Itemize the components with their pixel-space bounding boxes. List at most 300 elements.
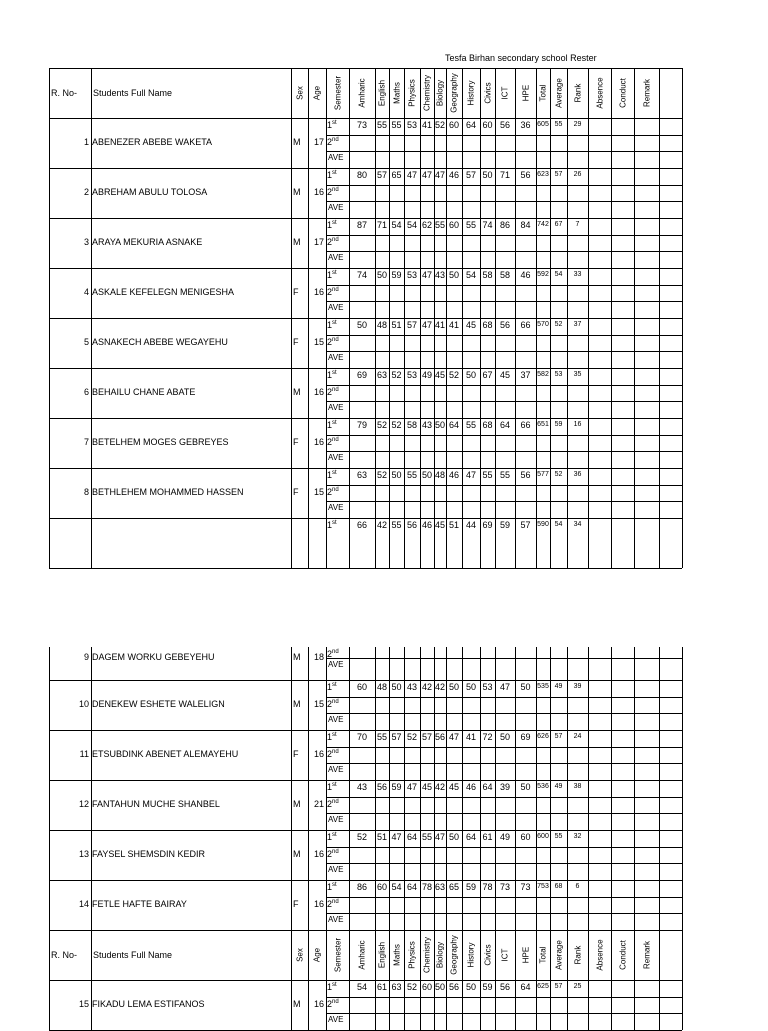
- student-sex: M: [293, 849, 301, 859]
- cell-border: [495, 68, 496, 118]
- cell-border: [550, 418, 551, 468]
- cell-border: [462, 880, 463, 930]
- student-sex: M: [293, 137, 301, 147]
- cell-border: [404, 368, 405, 418]
- mark-cell: 50: [465, 370, 476, 380]
- cell-border: [480, 980, 481, 1030]
- header-subject-hpe: HPE: [521, 946, 530, 964]
- cell-border: [420, 930, 421, 980]
- mark-cell: 53: [482, 682, 493, 692]
- mark-cell: 64: [520, 982, 531, 992]
- cell-border: [349, 268, 350, 318]
- row-border: [326, 763, 682, 764]
- cell-border: [588, 368, 589, 418]
- cell-border: [349, 218, 350, 268]
- cell-border: [420, 830, 421, 880]
- mark-cell: 55: [465, 420, 476, 430]
- student-number: 15: [78, 999, 89, 1009]
- header-subject-ict: ICT: [500, 86, 510, 100]
- cell-border: [49, 880, 50, 930]
- semester-second: 2nd: [327, 136, 339, 147]
- student-sex: F: [293, 899, 299, 909]
- cell-border: [434, 647, 435, 680]
- cell-border: [420, 680, 421, 730]
- cell-border: [495, 730, 496, 780]
- cell-border: [326, 980, 327, 1030]
- cell-border: [659, 118, 660, 168]
- cell-border: [480, 468, 481, 518]
- cell-border: [567, 780, 568, 830]
- mark-cell: 45: [448, 782, 459, 792]
- cell-border: [349, 680, 350, 730]
- mark-cell: 50: [448, 832, 459, 842]
- student-row: [49, 680, 682, 730]
- semester-second: 2nd: [327, 649, 339, 659]
- cell-border: [434, 468, 435, 518]
- cell-border: [446, 780, 447, 830]
- mark-cell: 52: [448, 370, 459, 380]
- cell-border: [375, 980, 376, 1030]
- cell-border: [536, 730, 537, 780]
- cell-border: [375, 418, 376, 468]
- semester-first: 1st: [327, 370, 337, 380]
- total-cell: 753: [537, 883, 549, 890]
- cell-border: [308, 647, 309, 680]
- student-row: [49, 647, 682, 680]
- cell-border: [550, 318, 551, 368]
- cell-border: [291, 780, 292, 830]
- total-cell: 592: [537, 271, 549, 278]
- cell-border: [611, 168, 612, 218]
- semester-average: AVE: [328, 303, 344, 313]
- mark-cell: 70: [356, 732, 367, 742]
- cell-border: [462, 730, 463, 780]
- cell-border: [659, 880, 660, 930]
- cell-border: [291, 68, 292, 118]
- cell-border: [404, 518, 405, 568]
- cell-border: [389, 518, 390, 568]
- cell-border: [588, 418, 589, 468]
- mark-cell: 80: [356, 170, 367, 180]
- cell-border: [659, 368, 660, 418]
- average-cell: 52: [554, 471, 563, 478]
- mark-cell: 69: [356, 370, 367, 380]
- cell-border: [567, 368, 568, 418]
- cell-border: [326, 730, 327, 780]
- header-sex: Sex: [295, 86, 304, 100]
- semester-first: 1st: [327, 120, 337, 130]
- header-subject-ict: ICT: [500, 948, 510, 962]
- cell-border: [588, 518, 589, 568]
- header-subject-physics: Physics: [407, 79, 417, 107]
- semester-average: AVE: [328, 403, 344, 413]
- student-number: 6: [83, 387, 89, 397]
- cell-border: [634, 418, 635, 468]
- cell-border: [567, 468, 568, 518]
- average-cell: 57: [554, 733, 563, 740]
- mark-cell: 47: [391, 832, 402, 842]
- semester-second: 2nd: [327, 848, 339, 859]
- student-row: [49, 268, 682, 318]
- mark-cell: 43: [421, 420, 432, 430]
- cell-border: [446, 518, 447, 568]
- average-cell: 68: [554, 883, 563, 890]
- student-age: 18: [313, 652, 324, 662]
- mark-cell: 51: [448, 520, 459, 530]
- student-sex: M: [293, 387, 301, 397]
- cell-border: [515, 468, 516, 518]
- mark-cell: 56: [499, 320, 510, 330]
- table-header: [49, 68, 682, 118]
- mark-cell: 74: [482, 220, 493, 230]
- cell-border: [291, 268, 292, 318]
- student-name: FETLE HAFTE BAIRAY: [92, 899, 187, 909]
- mark-cell: 47: [465, 470, 476, 480]
- mark-cell: 64: [482, 782, 493, 792]
- cell-border: [611, 880, 612, 930]
- semester-first: 1st: [327, 270, 337, 280]
- mark-cell: 50: [434, 420, 445, 430]
- cell-border: [349, 418, 350, 468]
- cell-border: [611, 730, 612, 780]
- average-cell: 53: [554, 371, 563, 378]
- header-total: Total: [538, 946, 548, 964]
- cell-border: [682, 118, 683, 168]
- cell-border: [389, 980, 390, 1030]
- cell-border: [536, 318, 537, 368]
- header-subject-civics: Civics: [483, 944, 492, 966]
- mark-cell: 64: [406, 832, 417, 842]
- cell-border: [550, 880, 551, 930]
- cell-border: [682, 830, 683, 880]
- student-number: 11: [79, 749, 89, 759]
- cell-border: [462, 318, 463, 368]
- cell-border: [536, 880, 537, 930]
- cell-border: [375, 268, 376, 318]
- cell-border: [550, 518, 551, 568]
- cell-border: [291, 980, 292, 1030]
- header-name: Students Full Name: [93, 88, 173, 98]
- mark-cell: 39: [499, 782, 510, 792]
- cell-border: [420, 168, 421, 218]
- cell-border: [634, 118, 635, 168]
- semester-average: AVE: [328, 865, 344, 875]
- cell-border: [91, 368, 92, 418]
- cell-border: [659, 980, 660, 1030]
- mark-cell: 45: [434, 370, 445, 380]
- semester-average: AVE: [328, 660, 344, 669]
- mark-cell: 79: [356, 420, 367, 430]
- student-row: [49, 880, 682, 930]
- cell-border: [588, 118, 589, 168]
- row-border: [326, 201, 682, 202]
- table-header: [49, 930, 682, 980]
- header-subject-english: English: [377, 941, 387, 969]
- mark-cell: 56: [448, 982, 459, 992]
- cell-border: [480, 318, 481, 368]
- cell-border: [404, 647, 405, 680]
- cell-border: [308, 830, 309, 880]
- row-border: [49, 930, 682, 931]
- cell-border: [567, 268, 568, 318]
- cell-border: [404, 980, 405, 1030]
- cell-border: [515, 68, 516, 118]
- mark-cell: 68: [482, 420, 493, 430]
- semester-first: 1st: [327, 320, 337, 330]
- cell-border: [349, 930, 350, 980]
- cell-border: [349, 468, 350, 518]
- mark-cell: 58: [406, 420, 417, 430]
- cell-border: [434, 218, 435, 268]
- cell-border: [480, 780, 481, 830]
- mark-cell: 59: [482, 982, 493, 992]
- mark-cell: 54: [356, 982, 367, 992]
- cell-border: [480, 880, 481, 930]
- student-sex: M: [293, 699, 301, 709]
- cell-border: [611, 680, 612, 730]
- semester-second: 2nd: [327, 236, 339, 247]
- cell-border: [91, 730, 92, 780]
- cell-border: [462, 218, 463, 268]
- mark-cell: 52: [434, 120, 445, 130]
- mark-cell: 69: [520, 732, 531, 742]
- mark-cell: 50: [520, 782, 531, 792]
- semester-second: 2nd: [327, 798, 339, 809]
- student-row: [49, 418, 682, 468]
- mark-cell: 73: [499, 882, 510, 892]
- cell-border: [588, 880, 589, 930]
- cell-border: [389, 880, 390, 930]
- row-border: [326, 501, 682, 502]
- mark-cell: 55: [406, 470, 417, 480]
- cell-border: [462, 680, 463, 730]
- rank-cell: 33: [573, 271, 582, 278]
- cell-border: [446, 418, 447, 468]
- total-cell: 605: [537, 121, 549, 128]
- mark-cell: 50: [376, 270, 387, 280]
- mark-cell: 74: [356, 270, 367, 280]
- cell-border: [588, 680, 589, 730]
- cell-border: [375, 68, 376, 118]
- mark-cell: 59: [391, 782, 402, 792]
- mark-cell: 47: [499, 682, 510, 692]
- cell-border: [91, 318, 92, 368]
- cell-border: [349, 780, 350, 830]
- row-border: [326, 658, 682, 659]
- cell-border: [515, 980, 516, 1030]
- cell-border: [567, 830, 568, 880]
- cell-border: [91, 647, 92, 680]
- cell-border: [634, 830, 635, 880]
- mark-cell: 51: [391, 320, 402, 330]
- header-subject-biology: Biology: [435, 79, 445, 107]
- cell-border: [611, 930, 612, 980]
- cell-border: [91, 880, 92, 930]
- cell-border: [434, 368, 435, 418]
- cell-border: [536, 268, 537, 318]
- cell-border: [308, 118, 309, 168]
- cell-border: [550, 830, 551, 880]
- cell-border: [515, 730, 516, 780]
- row-border: [326, 251, 682, 252]
- header-age: Age: [312, 85, 322, 101]
- student-name: FIKADU LEMA ESTIFANOS: [92, 999, 205, 1009]
- cell-border: [682, 418, 683, 468]
- mark-cell: 63: [356, 470, 367, 480]
- cell-border: [389, 468, 390, 518]
- cell-border: [420, 68, 421, 118]
- cell-border: [434, 980, 435, 1030]
- semester-average: AVE: [328, 503, 344, 513]
- row-border: [326, 235, 682, 236]
- cell-border: [536, 780, 537, 830]
- cell-border: [446, 68, 447, 118]
- roster-page-2: [49, 647, 682, 1024]
- mark-cell: 55: [376, 732, 387, 742]
- cell-border: [611, 830, 612, 880]
- total-cell: 625: [537, 983, 549, 990]
- cell-border: [515, 880, 516, 930]
- cell-border: [550, 680, 551, 730]
- student-sex: F: [293, 337, 299, 347]
- student-number: 10: [78, 699, 89, 709]
- total-cell: 651: [537, 421, 549, 428]
- cell-border: [404, 318, 405, 368]
- header-semester: Semester: [333, 75, 342, 111]
- mark-cell: 43: [406, 682, 417, 692]
- semester-average: AVE: [328, 715, 344, 725]
- cell-border: [349, 118, 350, 168]
- mark-cell: 56: [376, 782, 387, 792]
- cell-border: [515, 118, 516, 168]
- cell-border: [480, 218, 481, 268]
- cell-border: [375, 780, 376, 830]
- cell-border: [375, 168, 376, 218]
- mark-cell: 50: [448, 270, 459, 280]
- cell-border: [91, 830, 92, 880]
- total-cell: 590: [537, 521, 549, 528]
- rank-cell: 32: [573, 833, 582, 840]
- cell-border: [375, 647, 376, 680]
- cell-border: [515, 647, 516, 680]
- cell-border: [389, 68, 390, 118]
- semester-first: 1st: [327, 220, 337, 230]
- row-border: [326, 1013, 682, 1014]
- row-border: [326, 713, 682, 714]
- cell-border: [404, 468, 405, 518]
- mark-cell: 48: [434, 470, 445, 480]
- cell-border: [49, 68, 50, 118]
- cell-border: [536, 980, 537, 1030]
- cell-border: [326, 830, 327, 880]
- mark-cell: 57: [520, 520, 531, 530]
- student-row: [49, 980, 682, 1030]
- semester-average: AVE: [328, 253, 344, 263]
- cell-border: [420, 268, 421, 318]
- cell-border: [634, 880, 635, 930]
- mark-cell: 46: [465, 782, 476, 792]
- cell-border: [567, 980, 568, 1030]
- mark-cell: 55: [499, 470, 510, 480]
- student-sex: F: [293, 487, 299, 497]
- cell-border: [389, 930, 390, 980]
- cell-border: [91, 68, 92, 118]
- cell-border: [588, 318, 589, 368]
- cell-border: [536, 930, 537, 980]
- cell-border: [91, 418, 92, 468]
- mark-cell: 64: [499, 420, 510, 430]
- cell-border: [375, 218, 376, 268]
- cell-border: [495, 468, 496, 518]
- cell-border: [611, 518, 612, 568]
- cell-border: [91, 980, 92, 1030]
- cell-border: [682, 880, 683, 930]
- cell-border: [550, 218, 551, 268]
- student-sex: M: [293, 237, 301, 247]
- cell-border: [536, 468, 537, 518]
- cell-border: [634, 368, 635, 418]
- student-sex: M: [293, 187, 301, 197]
- cell-border: [682, 980, 683, 1030]
- cell-border: [446, 468, 447, 518]
- mark-cell: 72: [482, 732, 493, 742]
- mark-cell: 47: [421, 320, 432, 330]
- mark-cell: 56: [406, 520, 417, 530]
- row-border: [326, 485, 682, 486]
- cell-border: [515, 830, 516, 880]
- semester-first: 1st: [327, 682, 337, 692]
- cell-border: [308, 218, 309, 268]
- header-age: Age: [312, 947, 322, 963]
- header-conduct: Conduct: [618, 940, 627, 970]
- rank-cell: 35: [573, 371, 582, 378]
- header-subject-maths: Maths: [392, 944, 401, 966]
- mark-cell: 50: [421, 470, 432, 480]
- cell-border: [495, 930, 496, 980]
- cell-border: [682, 680, 683, 730]
- cell-border: [308, 730, 309, 780]
- row-border: [326, 847, 682, 848]
- cell-border: [634, 268, 635, 318]
- cell-border: [634, 68, 635, 118]
- cell-border: [588, 168, 589, 218]
- cell-border: [308, 930, 309, 980]
- student-name: ABENEZER ABEBE WAKETA: [92, 137, 213, 147]
- mark-cell: 50: [465, 982, 476, 992]
- mark-cell: 45: [465, 320, 476, 330]
- header-subject-chemistry: Chemistry: [422, 936, 432, 974]
- rank-cell: 24: [573, 733, 582, 740]
- cell-border: [634, 980, 635, 1030]
- semester-first: 1st: [327, 470, 337, 480]
- mark-cell: 60: [448, 220, 459, 230]
- mark-cell: 58: [499, 270, 510, 280]
- student-sex: F: [293, 287, 299, 297]
- mark-cell: 48: [376, 320, 387, 330]
- cell-border: [536, 680, 537, 730]
- cell-border: [462, 168, 463, 218]
- cell-border: [611, 68, 612, 118]
- cell-border: [567, 930, 568, 980]
- student-name: ETSUBDINK ABENET ALEMAYEHU: [92, 749, 239, 759]
- cell-border: [659, 930, 660, 980]
- student-age: 15: [313, 487, 324, 497]
- cell-border: [515, 368, 516, 418]
- cell-border: [536, 647, 537, 680]
- mark-cell: 42: [376, 520, 387, 530]
- semester-average: AVE: [328, 1015, 344, 1025]
- cell-border: [326, 168, 327, 218]
